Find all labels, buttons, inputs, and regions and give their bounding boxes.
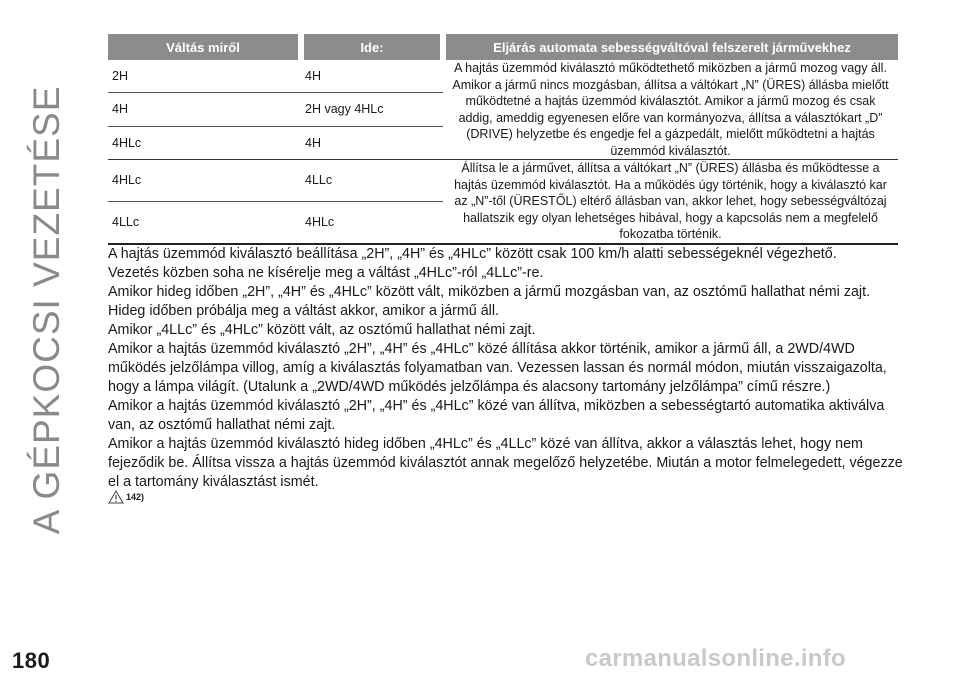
section-title-vertical [12, 20, 82, 600]
cell-to: 4H [305, 135, 321, 150]
header-to: Ide: [301, 34, 443, 60]
cell-from: 4LLc [108, 201, 301, 243]
cell-from: 2H [108, 60, 301, 93]
paragraph: Amikor a hajtás üzemmód kiválasztó hideg időben „4HLc” és „4LLc” közé van állítva, akkor a választás lehet, hogy nem fejeződik be. Állítsa vissza a hajtás üzemmód kiválasztót annak megelőző helyzetébe. Miután a motor felmelegedett, végezze el a tartomány kiválasztást ismét. [108, 436, 903, 490]
warning-icon [108, 490, 124, 504]
table-row [108, 160, 898, 202]
page-number: 180 [12, 648, 51, 673]
cell-to: 2H vagy 4HLc [301, 93, 443, 126]
reference-number: 142) [126, 492, 145, 502]
header-procedure: Eljárás automata sebességváltóval felszerelt járművekhez [443, 34, 898, 60]
paragraph: A hajtás üzemmód kiválasztó beállítása „2H”, „4H” és „4HLc” között csak 100 km/h alatti sebességeknél végezhető. [108, 246, 837, 262]
cell-from: 4H [108, 93, 301, 126]
cell-to: 4HLc [301, 201, 443, 243]
paragraph: Vezetés közben soha ne kísérelje meg a váltást „4HLc”-ról „4LLc”-re. [108, 265, 544, 281]
watermark: carmanualsonline.info [585, 645, 847, 672]
cell-from: 4HLc [112, 135, 142, 150]
shift-procedure-table [108, 34, 898, 245]
cell-procedure-moving: A hajtás üzemmód kiválasztó működtethető miközben a jármű mozog vagy áll. Amikor a jármű nincs mozgásban, állítsa a váltókart „N” (ÜRES) állásba mielőtt működtetné a hajtás üzemmód kiválasztót. Amikor a jármű mozog és csak addig, ameddig egyenesen előre van kormányozva, állítsa a választókart „D” (DRIVE) helyzetbe és engedje fel a gázpedált, mielőtt működtetni a hajtás üzemmód kiválasztót. [452, 61, 889, 158]
table-header-row [108, 34, 898, 60]
warning-reference [108, 490, 144, 504]
paragraph: Amikor a hajtás üzemmód kiválasztó „2H”, „4H” és „4HLc” közé állítása akkor történik, amikor a jármű áll, a 2WD/4WD működés jelzőlámpa villog, amíg a kiválasztás folyamatban van. Vezessen lassan és normál módon, miután visszaigazolta, hogy a lámpa világít. (Utalunk a „2WD/4WD működés jelzőlámpa és alacsony tartomány jelzőlámpa” című részre.) [108, 341, 887, 395]
cell-to: 4LLc [301, 160, 443, 202]
body-text [108, 245, 908, 492]
table-row [108, 60, 898, 93]
header-from: Váltás miről [108, 34, 301, 60]
cell-to: 4H [301, 60, 443, 93]
section-title-text: A GÉPKOCSI VEZETÉSE [26, 85, 67, 535]
cell-from: 4HLc [108, 160, 301, 202]
paragraph: Amikor a hajtás üzemmód kiválasztó „2H”, „4H” és „4HLc” közé van állítva, miközben a sebességtartó automatika aktiválva van, az osztómű hallathat némi zajt. [108, 398, 885, 433]
cell-procedure-stopped: Állítsa le a járművet, állítsa a váltókart „N” (ÜRES) állásba és működtesse a hajtás üzemmód kiválasztót. Ha a működés úgy történik, hogy a kiválasztó kar az „N”-től (ÜRESTŐL) eltérő állásban van, akkor lehet, hogy sebességváltózaj hallatszik egy olyan lehetséges hibával, hogy a kapcsolás nem a megfelelő fokozatba történik. [443, 160, 898, 244]
paragraph: Amikor hideg időben „2H”, „4H” és „4HLc” között vált, miközben a jármű mozgásban van, az osztómű hallathat némi zajt. Hideg időben próbálja meg a váltást akkor, amikor a jármű áll. [108, 284, 871, 319]
paragraph: Amikor „4LLc” és „4HLc” között vált, az osztómű hallathat némi zajt. [108, 322, 536, 338]
